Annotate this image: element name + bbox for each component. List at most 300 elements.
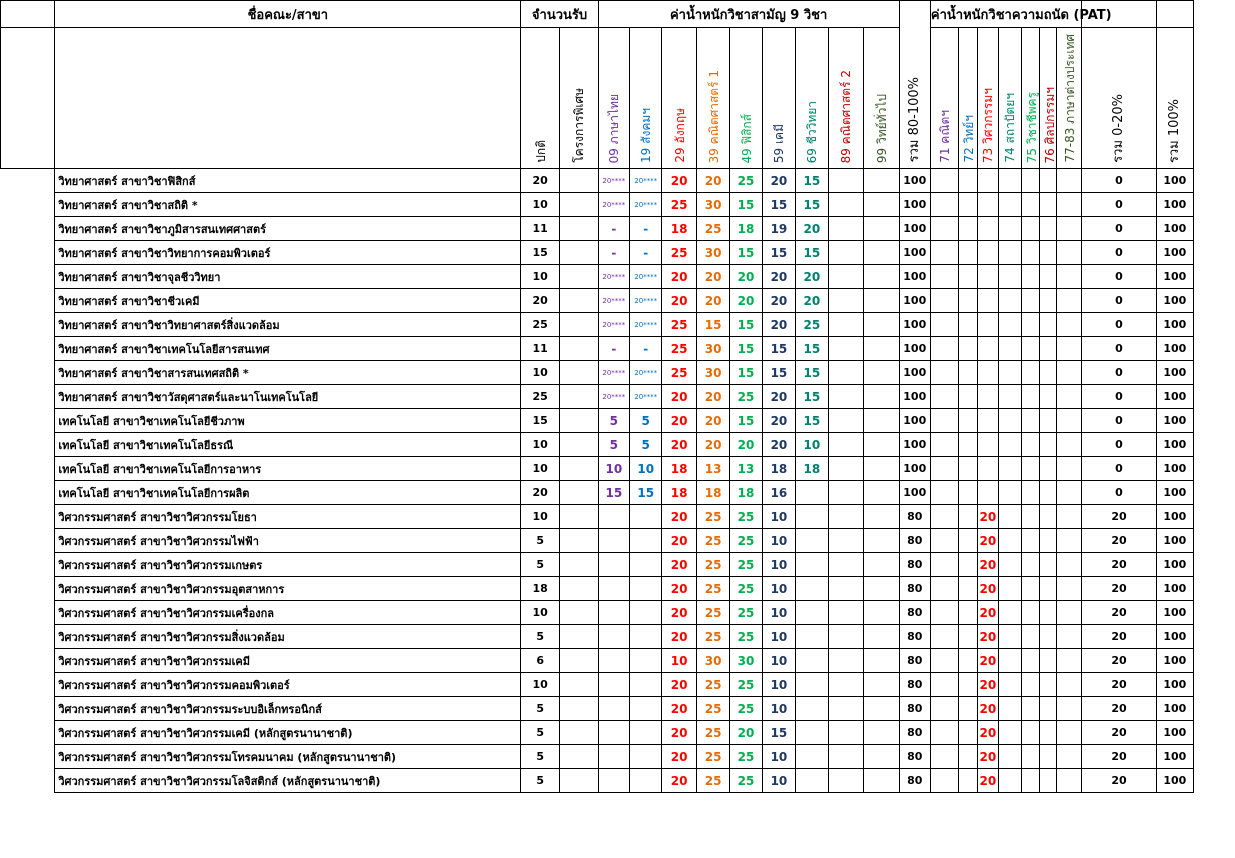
intake-regular: 5: [521, 745, 560, 769]
pat-weight: 20: [977, 769, 998, 793]
pat-weight: [1039, 529, 1057, 553]
subject-weight: 25: [696, 577, 729, 601]
subject-weight: [630, 505, 662, 529]
blank-header: [1, 1, 55, 28]
table-row: [1, 289, 1233, 313]
subject-weight: [796, 601, 828, 625]
subject-weight: [630, 601, 662, 625]
intake-special: [560, 721, 599, 745]
subject-weight: 15: [796, 409, 828, 433]
subject-weight: 15: [796, 361, 828, 385]
faculty-header: ชื่อคณะ/สาขา: [55, 1, 521, 28]
subject-weight: -: [598, 337, 629, 361]
subject-weight: 25: [662, 193, 696, 217]
subject-weight: 20: [662, 577, 696, 601]
pat-weight: [1039, 745, 1057, 769]
pat-weight: [998, 433, 1021, 457]
subject-weight: 25: [696, 505, 729, 529]
pat-weight: [1057, 529, 1082, 553]
table-row: [1, 409, 1233, 433]
pat-weight: [930, 265, 958, 289]
intake-regular: 11: [521, 337, 560, 361]
pat-weight: [998, 697, 1021, 721]
subject-weight: -: [630, 217, 662, 241]
table-row: [1, 457, 1233, 481]
pat-weight: [1039, 769, 1057, 793]
subject-weight: [630, 769, 662, 793]
pat-weight: [959, 361, 978, 385]
row-blank-cell: [1, 289, 55, 313]
total-0-20: 0: [1082, 433, 1156, 457]
pat-weight: [1039, 409, 1057, 433]
row-blank-cell: [1, 505, 55, 529]
subject-weight: 25: [730, 697, 762, 721]
total-100: 100: [1156, 721, 1194, 745]
row-blank-cell: [1, 769, 55, 793]
total-0-20: 0: [1082, 193, 1156, 217]
program-name: วิศวกรรมศาสตร์ สาขาวิชาวิศวกรรมเกษตร: [55, 553, 521, 577]
total-0-20: 0: [1082, 361, 1156, 385]
total-80-100: 100: [899, 337, 930, 361]
pat-weight: [1021, 217, 1039, 241]
table-row: [1, 697, 1233, 721]
pat-weight: [1057, 409, 1082, 433]
subject-weight: 30: [696, 193, 729, 217]
pat-weight: [1057, 553, 1082, 577]
pat-weight: [1021, 673, 1039, 697]
intake-regular: 20: [521, 289, 560, 313]
pat-weight: [998, 457, 1021, 481]
pat-weight: [1039, 193, 1057, 217]
table-row: [1, 481, 1233, 505]
pat-weight: 20: [977, 673, 998, 697]
subject-weight: 20****: [630, 169, 662, 193]
subject-header: 39 คณิตศาสตร์ 1: [696, 28, 729, 169]
intake-regular: 5: [521, 697, 560, 721]
total-0-20: 0: [1082, 337, 1156, 361]
intake-special: [560, 361, 599, 385]
total-0-20: 20: [1082, 625, 1156, 649]
pat-weight: [998, 241, 1021, 265]
subject-weight: [864, 649, 900, 673]
pat-weight: [1057, 769, 1082, 793]
subject-weight: [828, 625, 864, 649]
pat-weight: [977, 313, 998, 337]
row-blank-cell: [1, 241, 55, 265]
subject-weight: 15: [730, 409, 762, 433]
subject-weight: -: [598, 217, 629, 241]
total-0-20: 20: [1082, 553, 1156, 577]
pat-weight: [977, 337, 998, 361]
pat-weight: [959, 313, 978, 337]
subject-weight: [598, 625, 629, 649]
subject-weight: [598, 769, 629, 793]
program-name: วิทยาศาสตร์ สาขาวิชาวิทยาการคอมพิวเตอร์: [55, 241, 521, 265]
subject-weight: [828, 697, 864, 721]
subject-weight: 25: [696, 529, 729, 553]
pat-weight: [930, 361, 958, 385]
pat-weight: [1057, 337, 1082, 361]
intake-regular: 10: [521, 433, 560, 457]
table-row: [1, 529, 1233, 553]
total-100: 100: [1156, 217, 1194, 241]
row-blank-cell: [1, 265, 55, 289]
pat-weight: [930, 769, 958, 793]
pat-weight: [930, 649, 958, 673]
pat-header: ค่าน้ำหนักวิชาความถนัด (PAT): [930, 1, 1081, 28]
subject-weight: 15: [730, 241, 762, 265]
pat-weight: 20: [977, 721, 998, 745]
program-name: วิศวกรรมศาสตร์ สาขาวิชาวิศวกรรมสิ่งแวดล้อม: [55, 625, 521, 649]
pat-subheader: 75 วิชาชีพครู: [1021, 28, 1039, 169]
intake-special: [560, 625, 599, 649]
subject-weight: 20****: [598, 313, 629, 337]
row-blank-cell: [1, 529, 55, 553]
subject-weight: 15: [730, 193, 762, 217]
pat-weight: [977, 361, 998, 385]
pat-weight: [1021, 193, 1039, 217]
subject-weight: [828, 769, 864, 793]
intake-special: [560, 481, 599, 505]
pat-weight: [1057, 241, 1082, 265]
subject-weight: 25: [730, 769, 762, 793]
pat-weight: [998, 601, 1021, 625]
intake-special: [560, 577, 599, 601]
pat-weight: [998, 361, 1021, 385]
total-80-100: 80: [899, 577, 930, 601]
pat-subheader: 72 วิทย์ฯ: [959, 28, 978, 169]
pat-weight: [1057, 673, 1082, 697]
intake-regular: 20: [521, 169, 560, 193]
pat-weight: [930, 289, 958, 313]
pat-weight: [1057, 721, 1082, 745]
subject-weight: 20: [662, 673, 696, 697]
subject-weight: 20: [696, 409, 729, 433]
subject-weight: 20: [662, 721, 696, 745]
subject-weight: 18: [662, 481, 696, 505]
total-100: 100: [1156, 577, 1194, 601]
subject-weight: 25: [730, 601, 762, 625]
subject-weight: [864, 529, 900, 553]
pat-weight: [959, 625, 978, 649]
pat-weight: [977, 433, 998, 457]
subject-weight: 30: [696, 337, 729, 361]
program-name: วิทยาศาสตร์ สาขาวิชาเทคโนโลยีสารสนเทศ: [55, 337, 521, 361]
total-100: 100: [1156, 385, 1194, 409]
pat-weight: [1057, 697, 1082, 721]
subject-weight: [828, 217, 864, 241]
total-100: 100: [1156, 265, 1194, 289]
subject-weight: 20: [696, 169, 729, 193]
pat-weight: [1057, 169, 1082, 193]
pat-weight: [1039, 169, 1057, 193]
blank-subheader: [1, 28, 55, 169]
pat-weight: [930, 697, 958, 721]
program-name: วิศวกรรมศาสตร์ สาขาวิชาวิศวกรรมไฟฟ้า: [55, 529, 521, 553]
subject-weight: [864, 745, 900, 769]
subject-weight: 20: [662, 505, 696, 529]
pat-weight: [1021, 169, 1039, 193]
subject-weight: 20****: [598, 289, 629, 313]
total-0-20: 0: [1082, 241, 1156, 265]
subject-weight: [630, 553, 662, 577]
pat-weight: [930, 529, 958, 553]
subject-weight: 15: [796, 337, 828, 361]
total-80-100: 80: [899, 721, 930, 745]
total-0-20: 20: [1082, 601, 1156, 625]
pat-subheader: 77-83 ภาษาต่างประเทศ: [1057, 28, 1082, 169]
subject-weight: [864, 289, 900, 313]
subject-header: 59 เคมี: [762, 28, 795, 169]
pat-weight: [1039, 721, 1057, 745]
total-0-20: 20: [1082, 649, 1156, 673]
subject-weight: [598, 601, 629, 625]
subject-weight: 20: [762, 433, 795, 457]
total-100: 100: [1156, 409, 1194, 433]
subject-weight: 10: [662, 649, 696, 673]
pat-weight: [1039, 313, 1057, 337]
pat-weight: [959, 241, 978, 265]
subject-weight: [796, 721, 828, 745]
pat-weight: [1021, 337, 1039, 361]
table-row: [1, 337, 1233, 361]
subject-weight: 20: [696, 289, 729, 313]
intake-special: [560, 745, 599, 769]
pat-weight: [959, 577, 978, 601]
program-name: วิศวกรรมศาสตร์ สาขาวิชาวิศวกรรมโทรคมนาคม (หลักสูตรนานาชาติ): [55, 745, 521, 769]
subject-weight: 20****: [598, 361, 629, 385]
pat-weight: [1021, 529, 1039, 553]
subject-weight: 10: [762, 769, 795, 793]
subject-weight: 15: [598, 481, 629, 505]
total-0-20: 20: [1082, 769, 1156, 793]
subject-weight: 20****: [598, 265, 629, 289]
subject-weight: 20: [662, 529, 696, 553]
subject-weight: 5: [598, 433, 629, 457]
pat-weight: [977, 241, 998, 265]
subject-weight: 30: [730, 649, 762, 673]
pat-weight: [1021, 649, 1039, 673]
subject-weight: [598, 529, 629, 553]
pat-weight: [998, 481, 1021, 505]
pat-weight: [1039, 289, 1057, 313]
total-80-100: 80: [899, 505, 930, 529]
subject-weight: [828, 265, 864, 289]
pat-weight: [959, 193, 978, 217]
row-blank-cell: [1, 553, 55, 577]
total-80-100: 80: [899, 625, 930, 649]
subject-weight: 15: [796, 241, 828, 265]
total-80-100: 100: [899, 433, 930, 457]
program-name: วิทยาศาสตร์ สาขาวิชาจุลชีววิทยา: [55, 265, 521, 289]
subject-weight: 10: [762, 625, 795, 649]
gat9-header: ค่าน้ำหนักวิชาสามัญ 9 วิชา: [598, 1, 899, 28]
table-row: [1, 361, 1233, 385]
subject-weight: 15: [762, 337, 795, 361]
total-80-100: 80: [899, 697, 930, 721]
subject-weight: 15: [762, 193, 795, 217]
total20-header: รวม 0-20%: [1082, 28, 1156, 169]
subject-weight: 20: [730, 289, 762, 313]
row-blank-cell: [1, 337, 55, 361]
subject-weight: 5: [598, 409, 629, 433]
subject-header: 49 ฟิสิกส์: [730, 28, 762, 169]
total-80-100: 100: [899, 241, 930, 265]
row-blank-cell: [1, 217, 55, 241]
total-100: 100: [1156, 745, 1194, 769]
subject-weight: 25: [730, 505, 762, 529]
table-row: [1, 385, 1233, 409]
total-0-20: 20: [1082, 673, 1156, 697]
pat-weight: [998, 577, 1021, 601]
pat-weight: [998, 193, 1021, 217]
pat-weight: [1057, 481, 1082, 505]
total-0-20: 20: [1082, 529, 1156, 553]
pat-weight: [930, 745, 958, 769]
subject-weight: 30: [696, 241, 729, 265]
pat-weight: [1039, 457, 1057, 481]
subject-weight: [828, 337, 864, 361]
pat-weight: [977, 169, 998, 193]
pat-weight: [1021, 553, 1039, 577]
subject-header: 29 อังกฤษ: [662, 28, 696, 169]
table-row: [1, 433, 1233, 457]
total-80-100: 100: [899, 409, 930, 433]
pat-weight: [930, 217, 958, 241]
program-name: วิทยาศาสตร์ สาขาวิชาชีวเคมี: [55, 289, 521, 313]
intake-special: [560, 385, 599, 409]
subject-weight: 20: [662, 697, 696, 721]
intake-special: [560, 289, 599, 313]
row-blank-cell: [1, 601, 55, 625]
pat-weight: [959, 289, 978, 313]
subject-weight: [828, 241, 864, 265]
subject-weight: 25: [696, 553, 729, 577]
subject-weight: 25: [796, 313, 828, 337]
subject-weight: 15: [730, 313, 762, 337]
subject-weight: 10: [762, 577, 795, 601]
subject-weight: [796, 649, 828, 673]
intake-regular: 15: [521, 241, 560, 265]
subject-weight: 13: [696, 457, 729, 481]
subject-weight: 20: [696, 265, 729, 289]
subject-weight: 16: [762, 481, 795, 505]
table-row: [1, 745, 1233, 769]
row-blank-cell: [1, 169, 55, 193]
pat-weight: [959, 745, 978, 769]
intake-regular: 10: [521, 505, 560, 529]
pat-weight: 20: [977, 697, 998, 721]
row-blank-cell: [1, 457, 55, 481]
table-body: [1, 169, 1233, 793]
row-blank-cell: [1, 481, 55, 505]
subject-weight: 10: [762, 529, 795, 553]
pat-weight: [959, 169, 978, 193]
row-blank-cell: [1, 361, 55, 385]
program-name: วิศวกรรมศาสตร์ สาขาวิชาวิศวกรรมเคมี: [55, 649, 521, 673]
subject-weight: 10: [762, 601, 795, 625]
subject-weight: 20: [762, 385, 795, 409]
pat-weight: [998, 745, 1021, 769]
pat-weight: [1057, 649, 1082, 673]
intake-special: [560, 265, 599, 289]
intake-regular: 5: [521, 721, 560, 745]
subject-weight: [828, 577, 864, 601]
pat-weight: [998, 313, 1021, 337]
subject-weight: 25: [730, 529, 762, 553]
intake-regular: 10: [521, 193, 560, 217]
subject-weight: 15: [762, 361, 795, 385]
subject-weight: [864, 697, 900, 721]
subject-weight: 18: [730, 217, 762, 241]
pat-weight: [1039, 553, 1057, 577]
subject-weight: [796, 529, 828, 553]
intake-special: [560, 697, 599, 721]
pat-weight: [1057, 457, 1082, 481]
subject-weight: [864, 673, 900, 697]
subject-weight: 20: [696, 433, 729, 457]
subject-weight: 20: [662, 265, 696, 289]
subject-weight: 19: [762, 217, 795, 241]
pat-weight: [959, 265, 978, 289]
subject-weight: [630, 649, 662, 673]
pat-weight: [977, 385, 998, 409]
subject-weight: 18: [730, 481, 762, 505]
row-blank-cell: [1, 433, 55, 457]
pat-weight: [998, 385, 1021, 409]
total-100: 100: [1156, 529, 1194, 553]
subject-weight: [796, 505, 828, 529]
pat-weight: [998, 337, 1021, 361]
subject-weight: 25: [662, 241, 696, 265]
total-100: 100: [1156, 457, 1194, 481]
table-row: [1, 721, 1233, 745]
pat-weight: [1021, 769, 1039, 793]
pat-weight: [1021, 625, 1039, 649]
subject-weight: 20: [696, 385, 729, 409]
total-80-100: 100: [899, 265, 930, 289]
subject-weight: [598, 673, 629, 697]
subject-weight: 20****: [630, 193, 662, 217]
subject-weight: 15: [696, 313, 729, 337]
subject-weight: [796, 577, 828, 601]
subject-weight: 20: [662, 553, 696, 577]
pat-weight: [1021, 601, 1039, 625]
subject-weight: 18: [662, 457, 696, 481]
pat-weight: [1057, 745, 1082, 769]
pat-subheader: 73 วิศวกรรมฯ: [977, 28, 998, 169]
pat-weight: [998, 169, 1021, 193]
total-80-100: 80: [899, 649, 930, 673]
pat-weight: [959, 481, 978, 505]
subject-weight: [864, 769, 900, 793]
subject-weight: [864, 361, 900, 385]
total-100: 100: [1156, 769, 1194, 793]
pat-weight: [977, 289, 998, 313]
subject-weight: [864, 193, 900, 217]
row-blank-cell: [1, 697, 55, 721]
pat-weight: [998, 409, 1021, 433]
pat-weight: [959, 649, 978, 673]
intake-regular: 11: [521, 217, 560, 241]
total100-header: รวม 100%: [1156, 28, 1194, 169]
subject-weight: [828, 673, 864, 697]
subject-weight: 15: [730, 337, 762, 361]
pat-weight: [1039, 649, 1057, 673]
total-100: 100: [1156, 193, 1194, 217]
total-100: 100: [1156, 553, 1194, 577]
row-blank-cell: [1, 409, 55, 433]
